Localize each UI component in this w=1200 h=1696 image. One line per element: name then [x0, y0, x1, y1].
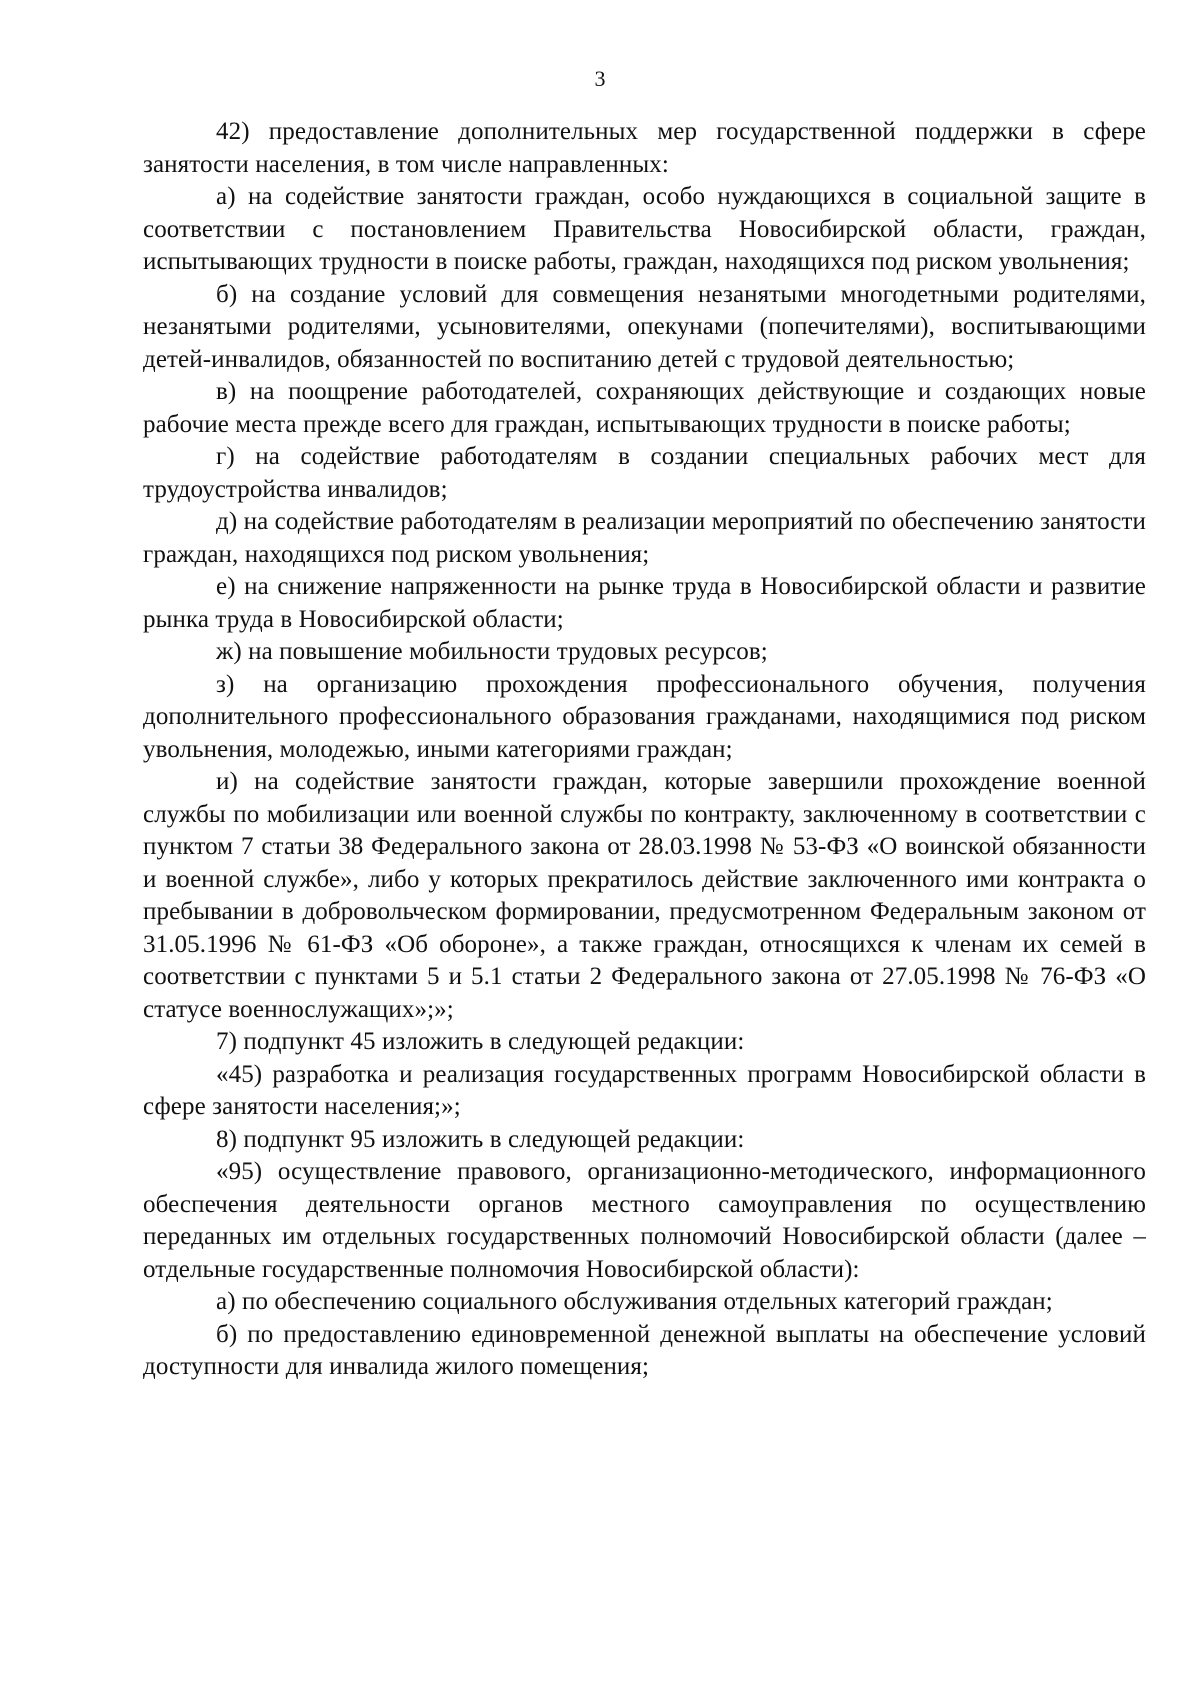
paragraph-subitem-g: г) на содействие работодателям в создании специальных рабочих мест для трудоустройства инвалидов; — [143, 443, 1146, 503]
paragraph-subitem-z: з) на организацию прохождения профессионального обучения, получения дополнительного профессионального образования гражданами, находящимися под риском увольнения, молодежью, иными категориями граждан; — [143, 670, 1146, 763]
paragraph-subitem-b: б) на создание условий для совмещения незанятыми многодетными родителями, незанятыми родителями, усыновителями, опекунами (попечителями), воспитывающими детей-инвалидов, обязанностей по воспитанию детей с трудовой деятельностью; — [143, 280, 1146, 373]
paragraph-item-95-subitem-a: а) по обеспечению социального обслуживания отдельных категорий граждан; — [216, 1288, 1053, 1315]
paragraph-subitem-d: д) на содействие работодателям в реализации мероприятий по обеспечению занятости граждан, находящихся под риском увольнения; — [143, 508, 1146, 568]
paragraph-amendment-8: 8) подпункт 95 изложить в следующей редакции: — [216, 1125, 745, 1153]
page-number: 3 — [594, 66, 606, 91]
paragraph-item-95-subitem-b: б) по предоставлению единовременной денежной выплаты на обеспечение условий доступности для инвалида жилого помещения; — [143, 1320, 1146, 1380]
paragraph-subitem-e: е) на снижение напряженности на рынке труда в Новосибирской области и развитие рынка труда в Новосибирской области; — [143, 573, 1146, 633]
document-body — [143, 116, 1146, 1384]
paragraph-amendment-7: 7) подпункт 45 изложить в следующей редакции: — [216, 1028, 745, 1055]
paragraph-item-95: «95) осуществление правового, организационно-методического, информационного обеспечения деятельности органов местного самоуправления по осуществлению переданных им отдельных государственных полномочий Новосибирской области (далее – отдельные государственные полномочия Новосибирской области): — [143, 1158, 1146, 1283]
paragraph-subitem-zh: ж) на повышение мобильности трудовых ресурсов; — [216, 638, 768, 665]
paragraph-item-42: 42) предоставление дополнительных мер государственной поддержки в сфере занятости населения, в том числе направленных: — [143, 118, 1146, 178]
paragraph-subitem-i: и) на содействие занятости граждан, которые завершили прохождение военной службы по мобилизации или военной службы по контракту, заключенному в соответствии с пунктом 7 статьи 38 Федерального закона от 28.03.1998 № 53-ФЗ «О воинской обязанности и военной службе», либо у которых прекратилось действие заключенного ими контракта о пребывании в добровольческом формировании, предусмотренном Федеральным законом от 31.05.1996 № 61-ФЗ «Об обороне», а также граждан, относящихся к членам их семей в соответствии с пунктами 5 и 5.1 статьи 2 Федерального закона от 27.05.1998 № 76-ФЗ «О статусе военнослужащих»;»; — [143, 768, 1146, 1023]
paragraph-subitem-v: в) на поощрение работодателей, сохраняющих действующие и создающих новые рабочие места прежде всего для граждан, испытывающих трудности в поиске работы; — [143, 378, 1146, 438]
paragraph-subitem-a: а) на содействие занятости граждан, особо нуждающихся в социальной защите в соответствии с постановлением Правительства Новосибирской области, граждан, испытывающих трудности в поиске работы, граждан, находящихся под риском увольнения; — [143, 183, 1146, 275]
paragraph-item-45: «45) разработка и реализация государственных программ Новосибирской области в сфере занятости населения;»; — [143, 1060, 1146, 1120]
